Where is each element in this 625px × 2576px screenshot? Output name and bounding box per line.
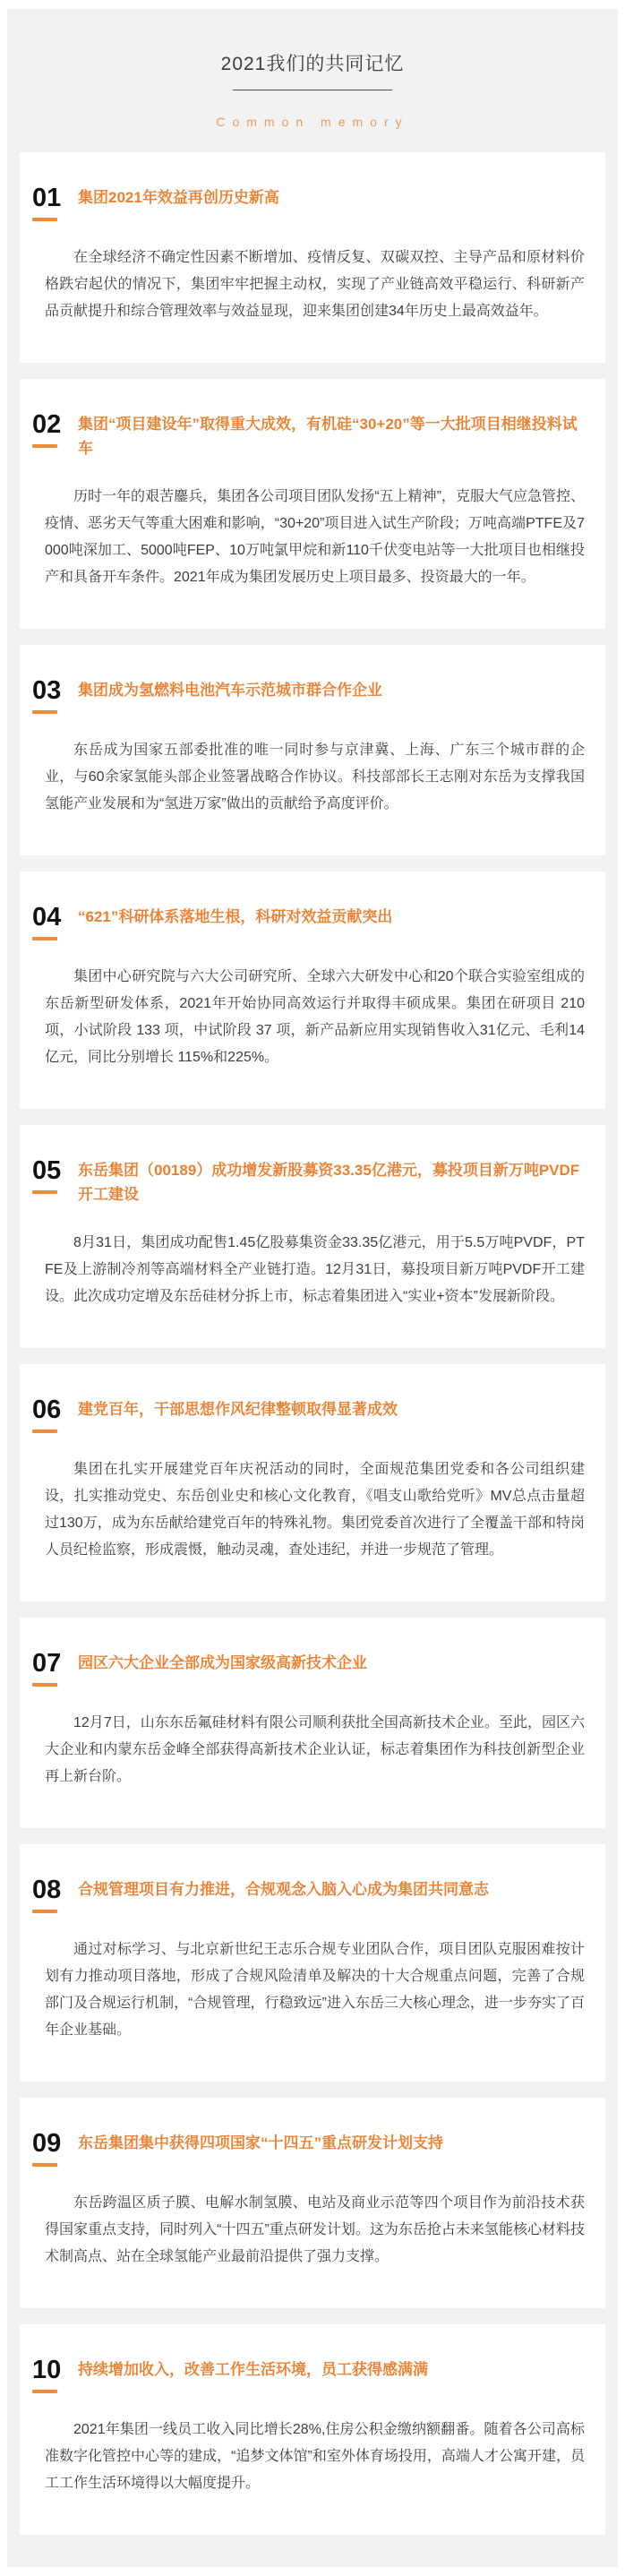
section-card-10 (20, 2324, 605, 2535)
section-card-05 (20, 1125, 605, 1348)
section-number: 03 (32, 676, 62, 705)
section-number-block (32, 904, 66, 940)
section-head (32, 411, 586, 460)
section-number-block (32, 2357, 66, 2393)
section-number: 04 (32, 903, 62, 932)
section-head (32, 185, 586, 221)
section-number: 06 (32, 1395, 62, 1424)
article-page (7, 9, 618, 2567)
section-head (32, 1650, 586, 1687)
article-header (7, 10, 618, 136)
number-underline-bar (32, 218, 57, 221)
section-title: “621”科研体系落地生根，科研对效益贡献突出 (78, 908, 393, 925)
section-body: 集团中心研究院与六大公司研究所、全球六大研发中心和20个联合实验室组成的东岳新型研发体系，2021年开始协同高效运行并取得丰硕成果。集团在研项目 210 项，小试阶段 133 项，中试阶段 37 项，新产品新应用实现销售收入31亿元、毛利14亿元，同比分别增长 115%和225%。 (45, 969, 585, 1065)
number-underline-bar (32, 2163, 57, 2167)
section-number-block (32, 1396, 66, 1433)
section-number-block (32, 1650, 66, 1687)
section-number-block (32, 2130, 66, 2167)
number-underline-bar (32, 1910, 57, 1913)
section-body: 2021年集团一线员工收入同比增长28%,住房公积金缴纳额翻番。随着各公司高标准数字化管控中心等的建成，“追梦文体馆”和室外体育场投用，高端人才公寓开建，员工工作生活环境得以大幅度提升。 (45, 2422, 585, 2491)
section-body: 东岳跨温区质子膜、电解水制氢膜、电站及商业示范等四个项目作为前沿技术获得国家重点支持，同时列入“十四五”重点研发计划。这为东岳抢占未来氢能核心材料技术制高点、站在全球氢能产业最前沿提供了强力支撑。 (45, 2195, 585, 2264)
section-body: 东岳成为国家五部委批准的唯一同时参与京津冀、上海、广东三个城市群的企业，与60余家氢能头部企业签署战略合作协议。科技部部长王志刚对东岳为支撑我国氢能产业发展和为“氢进万家”做出的贡献给予高度评价。 (45, 743, 585, 811)
section-body: 历时一年的艰苦鏖兵，集团各公司项目团队发扬“五上精神”，克服大气应急管控、疫情、恶劣天气等重大困难和影响，“30+20”项目进入试生产阶段；万吨高端PTFE及7000吨深加工、5000吨FEP、10万吨氯甲烷和新110千伏变电站等一大批项目也相继投产和具备开车条件。2021年成为集团发展历史上项目最多、投资最大的一年。 (45, 489, 585, 585)
section-number: 01 (32, 184, 62, 212)
section-card-07 (20, 1618, 605, 1828)
section-title: 合规管理项目有力推进，合规观念入脑入心成为集团共同意志 (78, 1881, 489, 1898)
number-underline-bar (32, 710, 57, 714)
section-head (32, 2130, 586, 2167)
section-number: 09 (32, 2129, 62, 2158)
section-card-03 (20, 645, 605, 855)
section-card-02 (20, 379, 605, 629)
section-card-01 (20, 152, 605, 363)
section-number-block (32, 1157, 66, 1194)
number-underline-bar (32, 444, 57, 448)
section-head (32, 1157, 586, 1206)
section-title: 持续增加收入，改善工作生活环境，员工获得感满满 (78, 2361, 428, 2378)
number-underline-bar (32, 2390, 57, 2393)
section-body: 8月31日，集团成功配售1.45亿股募集资金33.35亿港元，用于5.5万吨PVDF，PTFE及上游制冷剂等高端材料全产业链打造。12月31日，募投项目新万吨PVDF开工建设。此次成功定增及东岳硅材分拆上市，标志着集团进入“实业+资本”发展新阶段。 (45, 1235, 585, 1304)
section-number-block (32, 185, 66, 221)
section-title: 集团“项目建设年”取得重大成效，有机硅“30+20”等一大批项目相继投料试车 (78, 416, 578, 457)
section-number: 02 (32, 410, 62, 439)
number-underline-bar (32, 1430, 57, 1433)
section-body: 通过对标学习、与北京新世纪王志乐合规专业团队合作，项目团队克服困难按计划有力推动项目落地，形成了合规风险清单及解决的十大合规重点问题，完善了合规部门及合规运行机制，“合规管理，行稳致远”进入东岳三大核心理念，进一步夯实了百年企业基础。 (45, 1942, 585, 2038)
section-title: 东岳集团集中获得四项国家“十四五”重点研发计划支持 (78, 2134, 443, 2151)
number-underline-bar (32, 937, 57, 940)
page-title: 2021我们的共同记忆 (220, 54, 405, 74)
section-title: 园区六大企业全部成为国家级高新技术企业 (78, 1654, 367, 1671)
section-number: 05 (32, 1156, 62, 1185)
page-subtitle: Common memory (216, 115, 409, 129)
section-head (32, 2357, 586, 2393)
section-card-09 (20, 2098, 605, 2308)
section-title: 集团2021年效益再创历史新高 (78, 189, 279, 206)
section-body: 集团在扎实开展建党百年庆祝活动的同时，全面规范集团党委和各公司组织建设，扎实推动党史、东岳创业史和核心文化教育，《唱支山歌给党听》MV总点击量超过130万，成为东岳献给建党百年的特殊礼物。集团党委首次进行了全覆盖干部和特岗人员纪检监察，形成震慑，触动灵魂，查处违纪，并进一步规范了管理。 (45, 1462, 585, 1558)
section-title: 集团成为氢燃料电池汽车示范城市群合作企业 (78, 682, 382, 699)
section-head (32, 1396, 586, 1433)
section-title: 东岳集团（00189）成功增发新股募资33.35亿港元，募投项目新万吨PVDF开工建设 (78, 1162, 580, 1203)
section-card-06 (20, 1364, 605, 1601)
section-number: 07 (32, 1649, 62, 1678)
number-underline-bar (32, 1683, 57, 1687)
section-head (32, 904, 586, 940)
section-number-block (32, 1876, 66, 1913)
section-number: 08 (32, 1876, 62, 1904)
section-number-block (32, 677, 66, 714)
number-underline-bar (32, 1190, 57, 1194)
section-head (32, 1876, 586, 1913)
section-number: 10 (32, 2356, 62, 2384)
section-head (32, 677, 586, 714)
section-body: 12月7日，山东东岳氟硅材料有限公司顺利获批全国高新技术企业。至此，园区六大企业和内蒙东岳金峰全部获得高新技术企业认证，标志着集团作为科技创新型企业再上新台阶。 (45, 1715, 585, 1784)
section-title: 建党百年，干部思想作风纪律整顿取得显著成效 (78, 1401, 398, 1418)
section-card-04 (20, 872, 605, 1109)
section-number-block (32, 411, 66, 448)
section-card-08 (20, 1844, 605, 2082)
section-body: 在全球经济不确定性因素不断增加、疫情反复、双碳双控、主导产品和原材料价格跌宕起伏的情况下，集团牢牢把握主动权，实现了产业链高效平稳运行、科研新产品贡献提升和综合管理效率与效益显现，迎来集团创建34年历史上最高效益年。 (45, 250, 585, 319)
